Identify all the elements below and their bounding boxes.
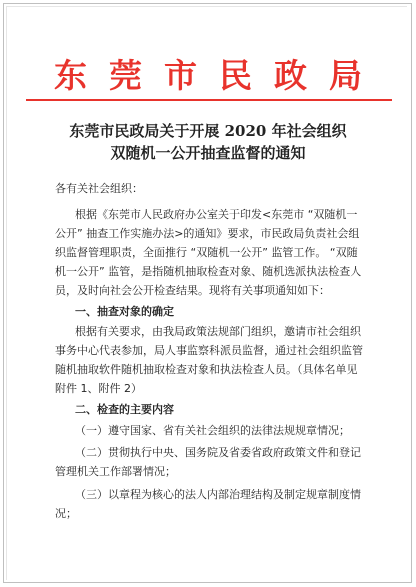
paragraph-2-line-4: 附件 1、附件 2） — [55, 382, 142, 395]
paragraph-1-line-4: 机一公开” 监管，是指随机抽取检查对象、随机选派执法检查人 — [55, 265, 362, 278]
paragraph-1-line-1: 根据《东莞市人民政府办公室关于印发<东莞市 “双随机一 — [75, 208, 358, 221]
item-2-line-2: 管理机关工作部署情况； — [55, 465, 176, 478]
paragraph-1-line-2: 公开” 抽查工作实施办法>的通知》要求，市民政局负责社会组 — [55, 227, 360, 240]
item-3-line-2: 况； — [55, 507, 77, 520]
document-title-line-2: 双随机一公开抽查监督的通知 — [110, 144, 306, 162]
salutation: 各有关社会组织： — [55, 182, 143, 195]
paragraph-2-line-3: 随机抽取软件随机抽取检查对象和执法检查人员。（具体名单见 — [55, 363, 358, 376]
paragraph-1-line-5: 员，及时向社会公开检查结果。现将有关事项通知如下： — [55, 284, 330, 297]
paragraph-1-line-3: 织监督管理职责，全面推行 “双随机一公开” 监管工作。 “双随 — [55, 246, 358, 259]
item-1: （一）遵守国家、省有关社会组织的法律法规规章情况； — [75, 424, 350, 437]
paragraph-2-line-1: 根据有关要求，由我局政策法规部门组织，邀请市社会组织 — [75, 325, 361, 338]
item-2-line-1: （二）贯彻执行中央、国务院及省委省政府政策文件和登记 — [75, 446, 361, 459]
letterhead-title: 东莞市民政局 — [54, 56, 384, 95]
section-1-heading: 一、抽查对象的确定 — [75, 305, 174, 318]
document-title-line-1: 东莞市民政局关于开展 2020 年社会组织 — [69, 122, 347, 140]
paragraph-2-line-2: 事务中心代表参加，局人事监察科派员监督，通过社会组织监管 — [55, 344, 363, 357]
red-divider-line — [26, 99, 392, 101]
section-2-heading: 二、检查的主要内容 — [75, 403, 174, 416]
item-3-line-1: （三）以章程为核心的法人内部治理结构及制定规章制度情 — [75, 488, 361, 501]
